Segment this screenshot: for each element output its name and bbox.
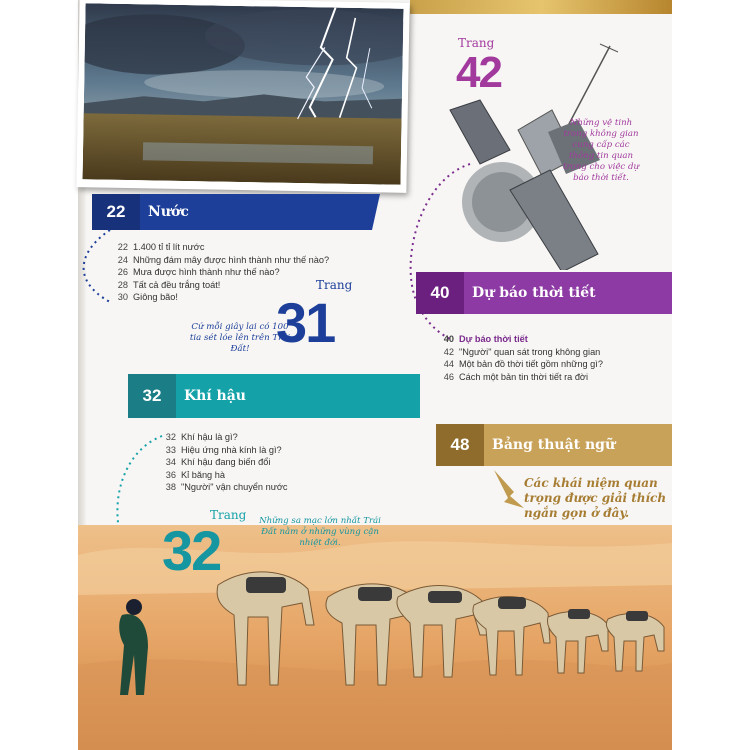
section-water-header[interactable] [92,194,380,230]
trang-32-label: Trang [210,508,247,522]
section-climate-title: Khí hậu [184,388,246,404]
trang-42-caption: Những vệ tinh trong không gian cung cấp các thông tin quan trọng cho việc dự báo thời tiết. [562,118,640,183]
lightning-photo [76,0,409,193]
list-item[interactable]: 38 "Người" vận chuyển nước [165,482,288,493]
list-item[interactable]: 24 Những đám mây được hình thành như thế nào? [117,254,330,265]
list-item[interactable]: 30 Giông bão! [117,292,178,303]
trang-31-label: Trang [316,278,353,292]
section-forecast-list [438,333,603,383]
trang-31-caption: Cứ mỗi giây lại có 100 tia sét lóe lên trên Trái Đất! [189,322,291,354]
list-item[interactable]: 34 Khí hậu đang biến đổi [165,457,271,468]
gold-top-bar [410,0,672,14]
trang-31-number: 31 [276,291,335,354]
section-forecast-header[interactable] [416,272,672,314]
list-item[interactable]: 22 1.400 tỉ tỉ lít nước [117,242,205,252]
list-item[interactable]: 32 Khí hậu là gì? [165,432,238,442]
list-item[interactable]: 26 Mưa được hình thành như thế nào? [117,267,280,278]
section-forecast-number: 40 [430,283,450,302]
trang-32-caption: Những sa mạc lớn nhất Trái Đất nằm ở những vùng cận nhiệt đới. [259,516,381,548]
trang-42-number: 42 [456,48,501,97]
section-climate-list [160,431,287,494]
list-item[interactable]: 44 Một bản đồ thời tiết gồm những gì? [443,359,603,370]
section-glossary-number: 48 [450,435,470,454]
list-item[interactable]: 42 "Người" quan sát trong không gian [443,346,601,357]
list-item[interactable]: 36 Kỉ băng hà [165,469,225,480]
section-forecast-title: Dự báo thời tiết [472,285,596,301]
list-item[interactable]: 33 Hiệu ứng nhà kính là gì? [165,444,282,455]
list-item[interactable]: 46 Cách một bản tin thời tiết ra đời [443,371,588,382]
section-glossary-title: Bảng thuật ngữ [492,437,616,453]
section-climate-number: 32 [142,386,162,405]
list-item[interactable]: 28 Tất cả đều trắng toát! [117,279,221,290]
section-water-number: 22 [106,202,126,221]
list-item[interactable]: 40 Dự báo thời tiết [443,334,528,344]
section-climate-header[interactable] [128,374,420,418]
section-glossary-header[interactable] [436,424,672,466]
trang-42-label: Trang [458,36,495,50]
trang-32-number: 32 [162,519,221,582]
section-water-title: Nước [148,204,189,220]
glossary-caption: Các khái niệm quan trọng được giải thích ngắn gọn ở đây. [524,476,667,520]
